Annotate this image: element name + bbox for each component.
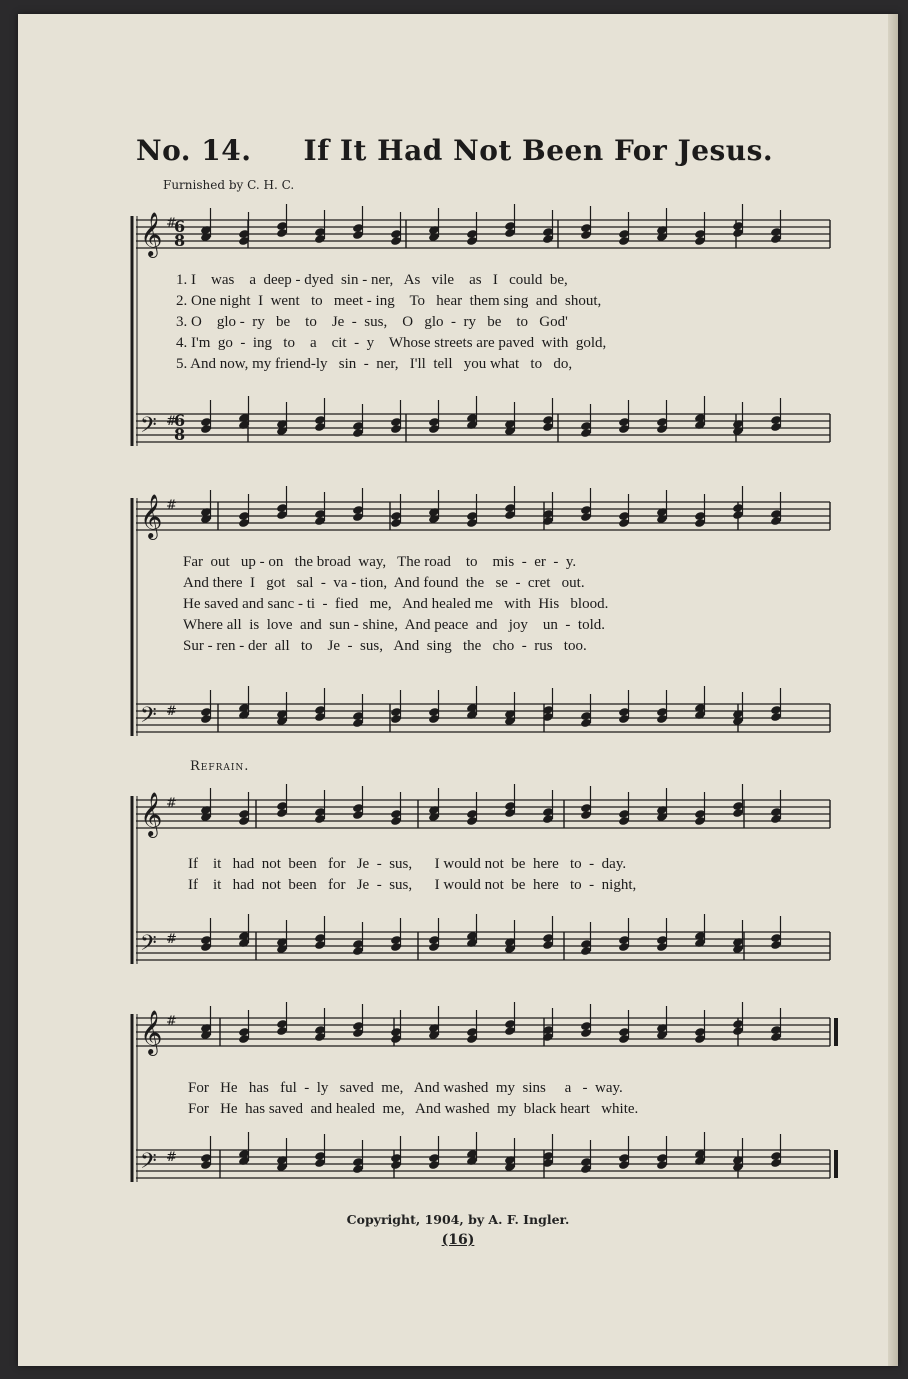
lyric-line: 2. One night I went to meet - ing To hear them sing and shout,	[176, 293, 602, 309]
time-signature: 8	[174, 231, 186, 250]
hymn-title-text: If It Had Not Been For Jesus.	[303, 134, 774, 167]
lyric-line: If it had not been for Je - sus, I would not be here to - day.	[188, 856, 627, 872]
sharp-icon: #	[166, 498, 177, 513]
sharp-icon: #	[166, 1150, 177, 1165]
time-signature: 6	[174, 411, 186, 430]
time-signature: 8	[174, 425, 186, 444]
lyric-line: 5. And now, my friend-ly sin - ner, I'll tell you what to do,	[176, 356, 573, 372]
lyric-line: Where all is love and sun - shine, And peace and joy un - told.	[183, 617, 605, 633]
verse-lyrics-system-1	[176, 270, 606, 375]
lyric-line: For He has ful - ly saved me, And washed my sins a - way.	[188, 1080, 623, 1096]
time-signature: 6	[174, 217, 186, 236]
treble-clef-icon: 𝄞	[140, 494, 163, 538]
refrain-lyrics-system-4	[188, 1078, 638, 1120]
lyric-line: He saved and sanc - ti - fied me, And healed me with His blood.	[183, 596, 609, 612]
sharp-icon: #	[166, 796, 177, 811]
lyric-line: For He has saved and healed me, And washed my black heart white.	[188, 1101, 639, 1117]
lyric-line: If it had not been for Je - sus, I would not be here to - night,	[188, 877, 637, 893]
sharp-icon: #	[166, 414, 177, 429]
bass-clef-icon: 𝄢	[140, 703, 157, 733]
lyric-line: 1. I was a deep - dyed sin - ner, As vile as I could be,	[176, 272, 568, 288]
page-number: (16)	[441, 1232, 475, 1248]
music-notation	[18, 14, 898, 1366]
sharp-icon: #	[166, 704, 177, 719]
lyric-line: Far out up - on the broad way, The road to mis - er - y.	[183, 554, 577, 570]
sharp-icon: #	[166, 932, 177, 947]
bass-clef-icon: 𝄢	[140, 1149, 157, 1179]
lyric-line: 3. O glo - ry be to Je - sus, O glo - ry be to God'	[176, 314, 568, 330]
copyright-notice: Copyright, 1904, by A. F. Ingler.	[346, 1212, 570, 1227]
refrain-label: Refrain.	[190, 759, 250, 774]
lyric-line: And there I got sal - va - tion, And found the se - cret out.	[183, 575, 585, 591]
sharp-icon: #	[166, 216, 177, 231]
hymn-number: No. 14.	[136, 134, 252, 167]
lyric-line: Sur - ren - der all to Je - sus, And sing the cho - rus too.	[183, 638, 587, 654]
furnished-credit: Furnished by C. H. C.	[163, 178, 295, 192]
treble-clef-icon: 𝄞	[140, 1010, 163, 1054]
bass-clef-icon: 𝄢	[140, 931, 157, 961]
verse-lyrics-system-2	[183, 552, 608, 657]
sharp-icon: #	[166, 1014, 177, 1029]
hymnal-page	[18, 14, 898, 1366]
treble-clef-icon: 𝄞	[140, 792, 163, 836]
lyric-line: 4. I'm go - ing to a cit - y Whose streets are paved with gold,	[176, 335, 607, 351]
refrain-lyrics-system-3	[188, 854, 636, 896]
bass-clef-icon: 𝄢	[140, 413, 157, 443]
treble-clef-icon: 𝄞	[140, 212, 163, 256]
